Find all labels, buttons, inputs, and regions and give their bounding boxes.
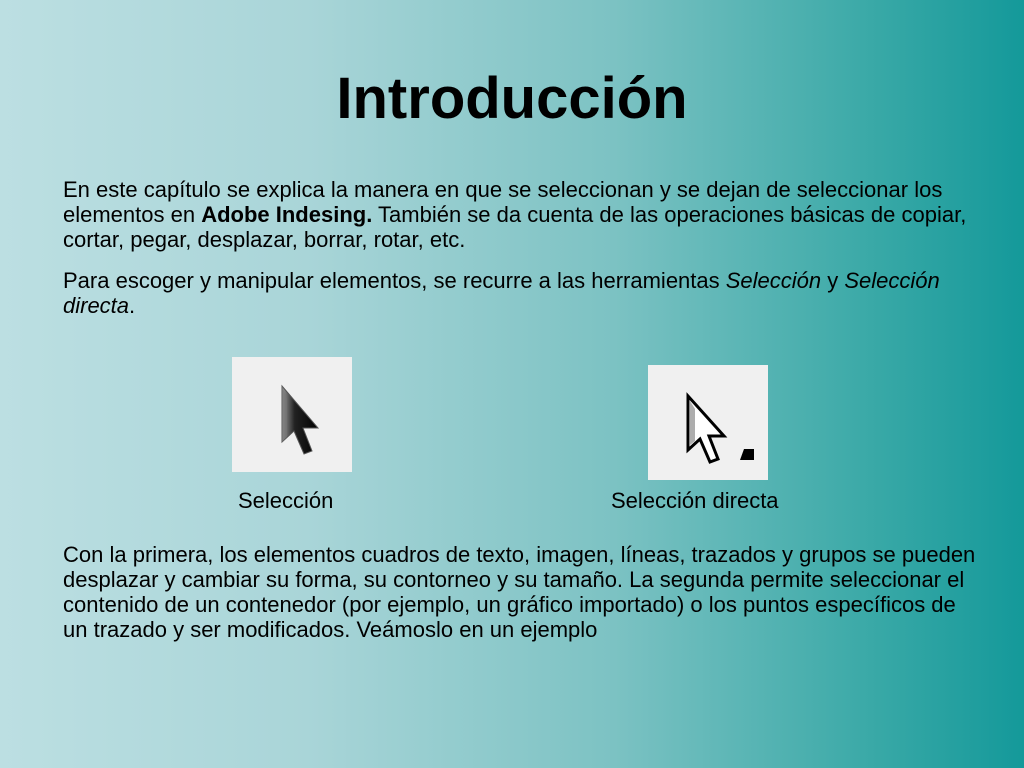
tools-text-3: . bbox=[129, 293, 136, 318]
intro-text-end: También se da cuenta de las operaciones básicas de copiar, cortar, pegar, desplazar, borrar, rotar, etc. bbox=[63, 202, 967, 252]
intro-text-start: En este capítulo se explica la manera en que se seleccionan y se dejan de seleccionar los elementos en bbox=[63, 177, 943, 227]
tool-name-direct-selection: Selección directa bbox=[63, 268, 940, 318]
tools-paragraph bbox=[63, 268, 983, 318]
tools-text-1: Para escoger y manipular elementos, se recurre a las herramientas bbox=[63, 268, 726, 293]
selection-tool-image bbox=[232, 357, 352, 472]
tools-text-2: y bbox=[821, 268, 845, 293]
app-name-bold: Adobe Indesing. bbox=[201, 202, 373, 227]
intro-paragraph bbox=[63, 177, 983, 252]
selection-arrow-icon bbox=[232, 357, 352, 472]
direct-selection-tool-caption: Selección directa bbox=[611, 488, 779, 513]
slide-title: Introducción bbox=[336, 66, 688, 131]
selection-tool-caption: Selección bbox=[238, 488, 334, 513]
direct-selection-arrow-icon bbox=[648, 365, 768, 480]
direct-selection-tool-image bbox=[648, 365, 768, 480]
explanation-paragraph: Con la primera, los elementos cuadros de texto, imagen, líneas, trazados y grupos se pueden desplazar y cambiar su forma, su contorneo y su tamaño. La segunda permite seleccionar el contenido de un contenedor (por ejemplo, un gráfico importado) o los puntos específicos de un trazado y ser modificados. Veámoslo en un ejemplo bbox=[63, 542, 976, 642]
tool-name-selection: Selección bbox=[725, 268, 822, 293]
